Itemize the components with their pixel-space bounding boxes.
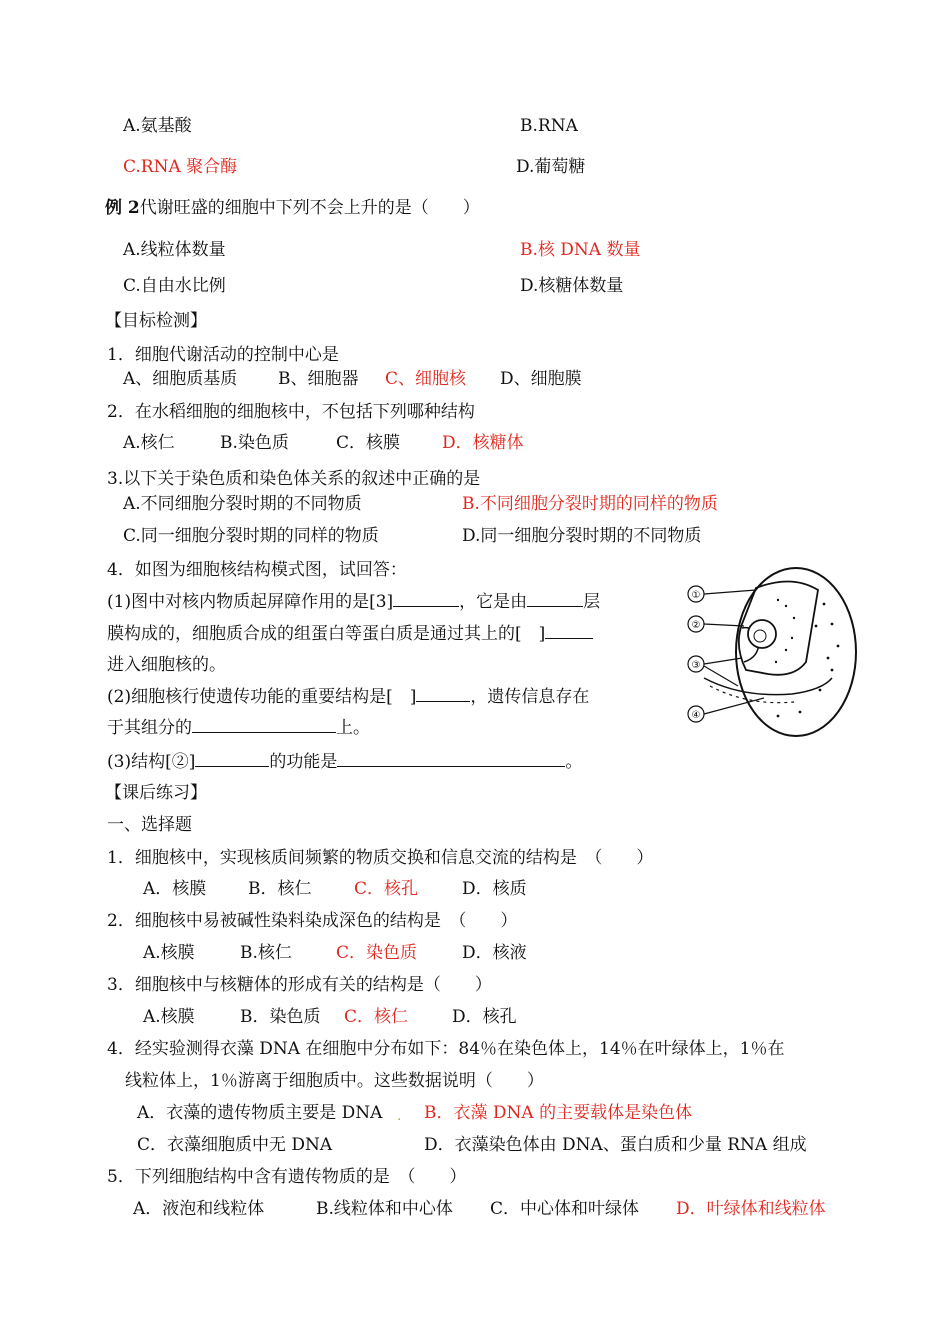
t-q4: 4．如图为细胞核结构模式图，试回答：: [107, 560, 407, 580]
t-q1-a: A、细胞质基质: [123, 369, 238, 389]
option-c-answer: C.RNA 聚合酶: [123, 157, 238, 177]
t-q3: 3.以下关于染色质和染色体关系的叙述中正确的是: [107, 469, 481, 489]
fig-label-4: ④: [691, 710, 701, 721]
example-2: [105, 197, 480, 219]
fig-label-3: ③: [691, 660, 701, 671]
answer-blank[interactable]: [545, 622, 593, 639]
h-q2: 2．细胞核中易被碱性染料染成深色的结构是 （ ）: [107, 911, 518, 931]
h-q4-line2: 线粒体上，1％游离于细胞质中。这些数据说明（ ）: [125, 1071, 544, 1091]
answer-blank[interactable]: [527, 590, 583, 607]
h-q5-a: A．液泡和线粒体: [133, 1199, 265, 1219]
h-q2-a: A.核膜: [143, 943, 195, 963]
ex2-option-c: C.自由水比例: [123, 276, 226, 296]
h-q5: 5．下列细胞结构中含有遗传物质的是 （ ）: [107, 1167, 467, 1187]
t-q4-line4: [107, 685, 589, 708]
fig-label-1: ①: [691, 590, 701, 601]
h-q3-d: D．核孔: [452, 1007, 517, 1027]
target-heading: 【目标检测】: [105, 311, 207, 331]
t-q2-d-answer: D．核糖体: [442, 433, 524, 453]
q4-1-text-c: 层: [583, 592, 601, 612]
option-d: D.葡萄糖: [516, 157, 586, 177]
t-q1-b: B、细胞器: [278, 369, 359, 389]
answer-blank[interactable]: [192, 716, 336, 733]
answer-blank[interactable]: [195, 750, 269, 767]
q4-6-text-b: 的功能是: [269, 752, 338, 772]
h-q2-d: D．核液: [462, 943, 527, 963]
h-q2-b: B.核仁: [240, 943, 292, 963]
t-q3-b-answer: B.不同细胞分裂时期的同样的物质: [462, 494, 718, 514]
t-q1-d: D、细胞膜: [500, 369, 582, 389]
t-q4-line3: 进入细胞核的。: [107, 655, 226, 675]
h-q1-b: B．核仁: [248, 879, 312, 899]
q4-5-text-b: 上。: [336, 718, 370, 738]
h-q3-a: A.核膜: [143, 1007, 195, 1027]
h-q4-line1: 4．经实验测得衣藻 DNA 在细胞中分布如下：84％在染色体上，14％在叶绿体上，1％在: [107, 1039, 785, 1059]
q4-5-text-a: 于其组分的: [107, 718, 192, 738]
option-b: B.RNA: [520, 116, 578, 136]
t-q3-c: C.同一细胞分裂时期的同样的物质: [123, 526, 379, 546]
h-q4-a: A．衣藻的遗传物质主要是 DNA: [137, 1103, 383, 1123]
q4-4-text-a: (2)细胞核行使遗传功能的重要结构是[ ]: [107, 687, 417, 707]
t-q4-line6: [107, 750, 582, 773]
q4-2-text-a: 膜构成的，细胞质合成的组蛋白等蛋白质是通过其上的[ ]: [107, 624, 546, 644]
ex2-option-b-answer: B.核 DNA 数量: [520, 240, 641, 260]
q4-1-text-b: ，它是由: [459, 592, 528, 612]
h-q4-d: D．衣藻染色体由 DNA、蛋白质和少量 RNA 组成: [424, 1135, 807, 1155]
nucleus-structure-figure: [682, 566, 860, 738]
t-q2-b: B.染色质: [220, 433, 289, 453]
option-a: A.氨基酸: [123, 116, 192, 136]
q4-1-text-a: (1)图中对核内物质起屏障作用的是[3]: [107, 592, 394, 612]
homework-section: 一、选择题: [107, 815, 192, 835]
homework-heading: 【课后练习】: [105, 783, 207, 803]
t-q1-c-answer: C、细胞核: [385, 369, 467, 389]
q4-6-text-a: (3)结构[②]: [107, 752, 196, 772]
ex2-option-a: A.线粒体数量: [123, 240, 226, 260]
h-q1-c-answer: C．核孔: [354, 879, 419, 899]
answer-blank[interactable]: [393, 590, 459, 607]
example-2-stem: 代谢旺盛的细胞中下列不会上升的是（ ）: [139, 198, 480, 218]
h-q1-a: A．核膜: [143, 879, 207, 899]
t-q4-line5: [107, 716, 370, 739]
h-q3-b: B．染色质: [240, 1007, 321, 1027]
q4-4-text-b: ，遗传信息存在: [470, 687, 590, 707]
h-q1: 1．细胞核中，实现核质间频繁的物质交换和信息交流的结构是 （ ）: [107, 848, 654, 868]
example-2-label: 例 2: [105, 198, 140, 218]
h-q2-c-answer: C．染色质: [336, 943, 418, 963]
t-q4-line1: [107, 590, 600, 613]
t-q1: 1．细胞代谢活动的控制中心是: [107, 345, 339, 365]
q4-6-text-c: 。: [565, 752, 583, 772]
t-q2-a: A.核仁: [123, 433, 175, 453]
t-q3-a: A.不同细胞分裂时期的不同物质: [123, 494, 362, 514]
h-q5-c: C．中心体和叶绿体: [490, 1199, 640, 1219]
fig-label-2: ②: [691, 620, 701, 631]
h-q5-b: B.线粒体和中心体: [316, 1199, 453, 1219]
answer-blank[interactable]: [416, 685, 470, 702]
t-q2: 2．在水稻细胞的细胞核中，不包括下列哪种结构: [107, 402, 475, 422]
t-q3-d: D.同一细胞分裂时期的不同物质: [462, 526, 702, 546]
h-q3: 3．细胞核中与核糖体的形成有关的结构是（ ）: [107, 975, 492, 995]
h-q3-c-answer: C．核仁: [344, 1007, 409, 1027]
answer-blank[interactable]: [337, 750, 565, 767]
h-q4-b-answer: B．衣藻 DNA 的主要载体是染色体: [424, 1103, 693, 1123]
h-q4-c: C．衣藻细胞质中无 DNA: [137, 1135, 333, 1155]
t-q4-line2: [107, 622, 593, 645]
ex2-option-d: D.核糖体数量: [520, 276, 624, 296]
h-q5-d-answer: D．叶绿体和线粒体: [676, 1199, 826, 1219]
h-q1-d: D．核质: [462, 879, 527, 899]
decorative-dot: .: [397, 1108, 402, 1124]
t-q2-c: C．核膜: [336, 433, 401, 453]
